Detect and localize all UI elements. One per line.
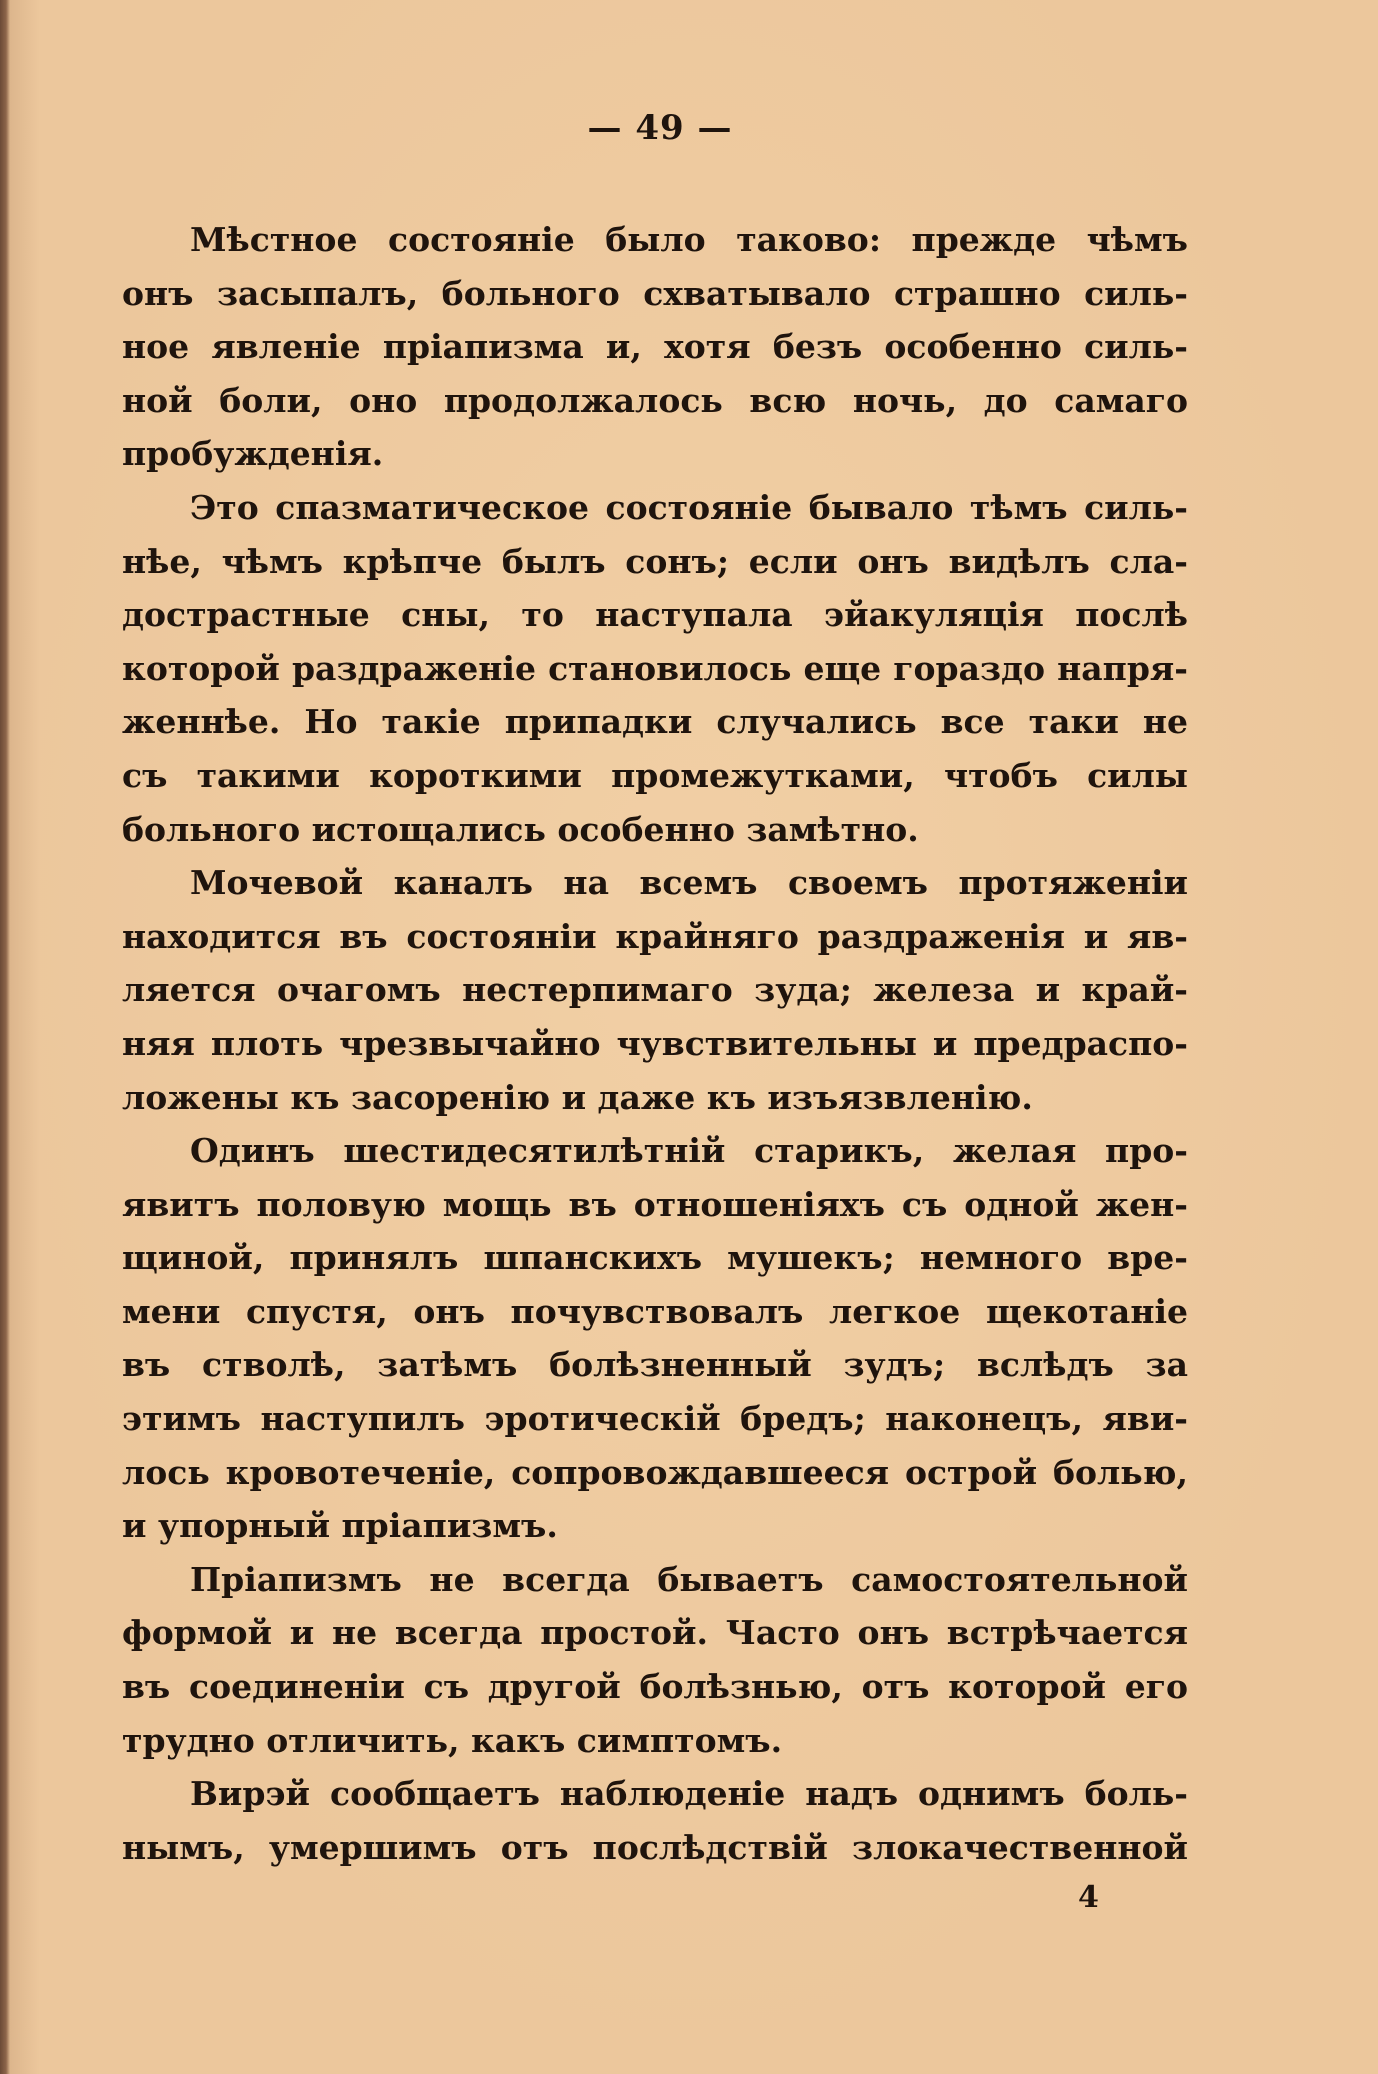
text-line: Мочевой каналъ на всемъ своемъ протяженiи [190,863,1188,903]
text-line: въ соединенiи съ другой болѣзнью, отъ которой его [122,1667,1188,1707]
page-number: — 49 — [587,108,733,148]
text-line: ляется очагомъ нестерпимаго зуда; железа и край- [122,970,1188,1010]
body-text [122,213,1188,1874]
text-line: онъ засыпалъ, больного схватывало страшно силь- [122,273,1188,313]
text-line: этимъ наступилъ эротическiй бредъ; наконецъ, яви- [122,1399,1188,1439]
text-line: женнѣе. Но такiе припадки случались все таки не [122,702,1188,742]
text-line: въ стволѣ, затѣмъ болѣзненный зудъ; вслѣдъ за [122,1345,1188,1385]
text-line: няя плоть чрезвычайно чувствительны и предраспо- [122,1023,1188,1063]
text-line: дострастные сны, то наступала эйакуляцiя послѣ [122,595,1188,635]
text-line: которой раздраженiе становилось еще гораздо напря- [122,648,1188,688]
text-line: нымъ, умершимъ отъ послѣдствiй злокачественной [122,1827,1188,1867]
text-line: ной боли, оно продолжалось всю ночь, до самаго [122,380,1188,420]
text-line: ложены къ засоренiю и даже къ изъязвленiю. [122,1077,1033,1117]
text-line: лось кровотеченiе, сопровождавшееся острой болью, [122,1452,1188,1492]
text-line: находится въ состоянiи крайняго раздраженiя и яв- [122,916,1188,956]
text-line: трудно отличить, какъ симптомъ. [122,1720,783,1760]
book-spine-edge [0,0,10,2074]
text-line: формой и не всегда простой. Часто онъ встрѣчается [122,1613,1188,1653]
text-line: больного истощались особенно замѣтно. [122,809,919,849]
text-line: нѣе, чѣмъ крѣпче былъ сонъ; если онъ видѣлъ сла- [122,541,1188,581]
text-line: Одинъ шестидесятилѣтнiй старикъ, желая про- [190,1131,1188,1171]
text-line: ное явленiе прiапизма и, хотя безъ особенно силь- [122,327,1188,367]
text-line: и упорный прiапизмъ. [122,1506,558,1546]
text-line: пробужденiя. [122,434,384,474]
text-line: щиной, принялъ шпанскихъ мушекъ; немного вре- [122,1238,1188,1278]
text-line: Прiапизмъ не всегда бываетъ самостоятельной [190,1559,1188,1599]
text-line: Мѣстное состоянiе было таково: прежде чѣмъ [190,220,1188,259]
text-line: съ такими короткими промежутками, чтобъ силы [122,755,1188,795]
text-line: Вирэй сообщаетъ наблюденiе надъ однимъ боль- [190,1774,1188,1814]
text-line: мени спустя, онъ почувствовалъ легкое щекотанiе [122,1291,1188,1331]
signature-mark: 4 [1078,1880,1099,1915]
text-line: Это спазматическое состоянiе бывало тѣмъ силь- [190,487,1188,527]
text-line: явитъ половую мощь въ отношенiяхъ съ одной жен- [122,1184,1188,1224]
